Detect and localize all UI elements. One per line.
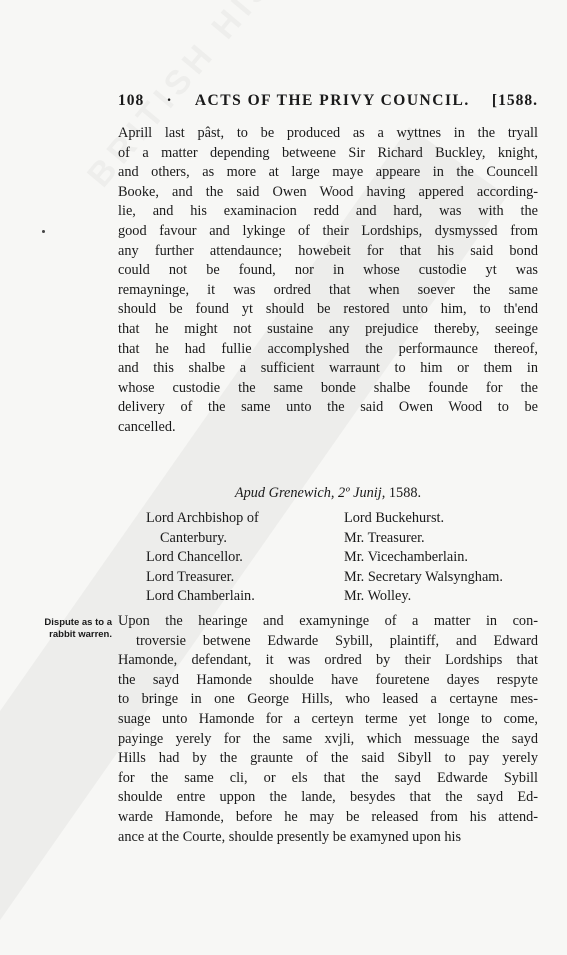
attendee: Mr. Vicechamberlain. [344, 549, 468, 566]
text-line: delivery of the same unto the said Owen Wood to be [118, 399, 538, 416]
margin-mark [42, 230, 45, 233]
text-line: and this shalbe a sufficient warraunt to him or them in [118, 360, 538, 377]
text-line: of a matter depending betweene Sir Richard Buckley, knight, [118, 144, 538, 161]
text-line: Upon the hearinge and examyninge of a matter in con- [118, 613, 538, 629]
paragraph-2 [118, 612, 538, 847]
attendance-column-left [146, 509, 344, 607]
attendance-list [146, 509, 541, 607]
text-line: any further attendaunce; howebeit for that his said bond [118, 242, 538, 259]
text-line: the sayd Hamonde shoulde have fouretene dayes respyte [118, 671, 538, 688]
text-line: should be found yt should be restored unto him, to th'end [118, 301, 538, 318]
paragraph-1 [118, 124, 538, 438]
header-separator: · [166, 92, 173, 109]
text-line: for the same cli, or els that the sayd Edwarde Sybill [118, 769, 538, 786]
text-line: Hamonde, defendant, it was ordred by their Lordships that [118, 652, 538, 669]
text-line: and others, as more at large maye appeare in the Councell [118, 164, 538, 181]
text-line: suage unto Hamonde for a certeyn terme yet longe to come, [118, 710, 538, 727]
header-year: [1588. [491, 92, 538, 109]
margin-note-line: Dispute as to a [44, 617, 112, 628]
text-line: Booke, and the said Owen Wood having appered according- [118, 183, 538, 200]
text-line: that he might not sustaine any prejudice thereby, seeinge [118, 320, 538, 337]
attendee: Mr. Wolley. [344, 588, 412, 605]
text-line: warde Hamonde, before he may be released from his attend- [118, 808, 538, 825]
text-line: to bringe in one George Hills, who leased a certayne mes- [118, 691, 538, 708]
meeting-place-date: Apud Grenewich, 2º Junij, [234, 485, 386, 501]
text-line: Aprill last pâst, to be produced as a wyttnes in the tryall [118, 125, 538, 141]
attendee: Lord Chamberlain. [146, 588, 255, 605]
text-line: lie, and his examinacion redd and hard, was with the [118, 203, 538, 220]
text-line: cancelled. [118, 418, 176, 435]
running-title: ACTS OF THE PRIVY COUNCIL. [194, 92, 470, 109]
text-line: could not be found, nor in whose custodie yt was [118, 262, 538, 279]
attendance-column-right [344, 509, 503, 607]
meeting-heading [118, 485, 538, 502]
text-line: good favour and lykinge of their Lordships, dysmyssed from [118, 222, 538, 239]
attendee: Lord Buckehurst. [344, 510, 445, 526]
attendee: Lord Archbishop of [146, 510, 259, 526]
attendee: Mr. Treasurer. [344, 529, 425, 546]
text-line: payinge yerely for the same xvjli, which messuage the sayd [118, 730, 538, 747]
text-line: Hills had by the graunte of the said Sibyll to pay yerely [118, 750, 538, 767]
attendee: Mr. Secretary Walsyngham. [344, 568, 503, 585]
margin-note [12, 617, 112, 641]
attendee: Lord Chancellor. [146, 549, 243, 566]
running-header [118, 92, 538, 110]
text-line: ance at the Courte, shoulde presently be examyned upon his [118, 828, 462, 845]
page-number: 108 [118, 92, 145, 109]
text-line: remayninge, it was ordred that when soever the same [118, 281, 538, 298]
text-line: that he had fullie accomplyshed the performaunce thereof, [118, 340, 538, 357]
text-line: whose custodie the same bonde shalbe founde for the [118, 379, 538, 396]
text-line: troversie betwene Edwarde Sybill, plaintiff, and Edward [136, 632, 538, 649]
attendee: Lord Treasurer. [146, 568, 235, 585]
margin-note-line: rabbit warren. [49, 629, 112, 640]
meeting-year: 1588. [388, 485, 422, 501]
text-line: shoulde entre uppon the lande, besydes that the sayd Ed- [118, 789, 538, 806]
attendee: Canterbury. [160, 529, 227, 546]
